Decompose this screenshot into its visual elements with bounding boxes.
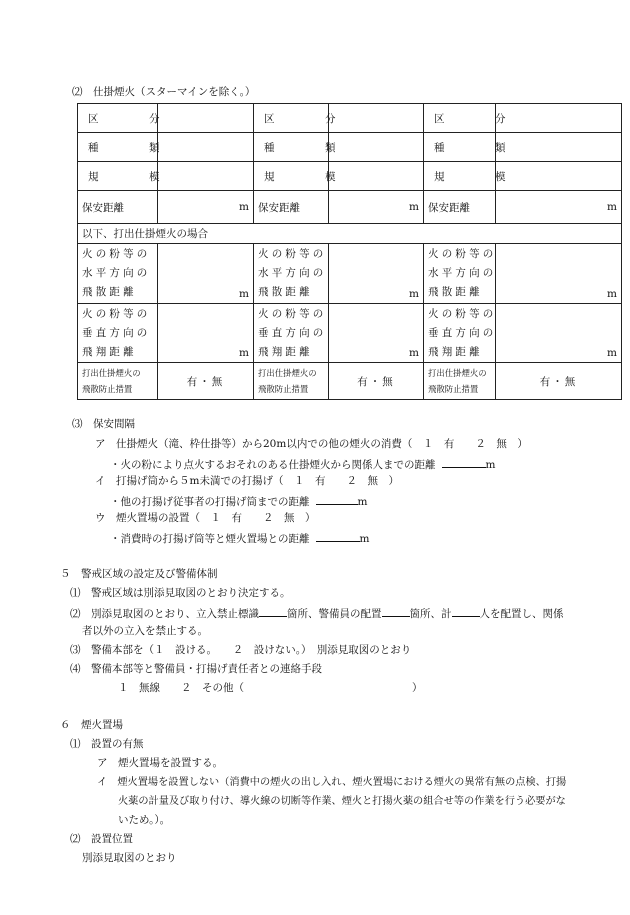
sec5-item-2-text-a: ⑵ 別添見取図のとおり、立入禁止標識 (70, 608, 259, 620)
label-horizontal-distance-line: 火の粉等の (82, 248, 151, 260)
label-horizontal-distance (254, 244, 329, 304)
sec6-sub-2: ⑵ 設置位置 (70, 833, 133, 845)
distance-blank (316, 494, 358, 505)
input-hoan-kyori[interactable] (496, 191, 622, 224)
label-scatter-prevention (78, 363, 158, 400)
label-scatter-prevention-line: 飛散防止措置 (258, 384, 309, 394)
input-vertical-distance[interactable] (496, 304, 622, 363)
label-scatter-prevention-line: 飛散防止措置 (428, 384, 479, 394)
sec6-item-i-line-3: いため。）。 (118, 814, 171, 826)
label-horizontal-distance-line: 水平方向の (258, 267, 327, 279)
input-vertical-distance[interactable] (158, 304, 254, 363)
label-vertical-distance-line: 飛翔距離 (258, 346, 313, 358)
label-horizontal-distance-line: 飛散距離 (258, 286, 313, 298)
sec6-item-a: ア 煙火置場を設置する。 (97, 757, 223, 769)
label-horizontal-distance-line: 水平方向の (82, 267, 151, 279)
label-scatter-prevention-line: 打出仕掛煙火の (258, 368, 317, 378)
sec5-item-2-text-d: 人を配置し、関係 (479, 608, 564, 620)
sec3-item-u-sub-text: ・消費時の打揚げ筒等と煙火置場との距離 (110, 533, 310, 545)
sec3-item-i-sub-text: ・他の打揚げ従事者の打揚げ筒までの距離 (110, 496, 310, 508)
sec5-item-4: ⑷ 警備本部等と警備員・打揚げ責任者との連絡手段 (70, 663, 322, 675)
total-count-blank (452, 606, 480, 617)
sec5-item-2-cont: 者以外の立入を禁止する。 (82, 625, 208, 637)
sec3-item-a: ア 仕掛煙火（滝、枠仕掛等）から20m以内での他の煙火の消費（ １ 有 ２ 無 ） (95, 438, 528, 450)
unit-m: m (607, 288, 617, 300)
label-vertical-distance-line: 垂直方向の (82, 327, 151, 339)
guard-count-blank (382, 606, 410, 617)
label-horizontal-distance-line: 飛散距離 (82, 286, 137, 298)
distance-unit: m (357, 496, 368, 508)
distance-unit: m (485, 459, 496, 471)
label-vertical-distance-line: 飛翔距離 (82, 346, 137, 358)
sec3-item-i-sub (110, 494, 367, 509)
distance-blank (442, 457, 486, 468)
label-horizontal-distance-line: 水平方向の (428, 267, 497, 279)
sec5-item-3: ⑶ 警備本部を（１ 設ける。 ２ 設けない。） 別添見取図のとおり (70, 644, 412, 656)
label-horizontal-distance-line: 飛散距離 (428, 286, 483, 298)
sec5-item-1: ⑴ 警戒区域は別添見取図のとおり決定する。 (70, 587, 291, 599)
label-vertical-distance (254, 304, 329, 363)
label-horizontal-distance-line: 火の粉等の (428, 248, 497, 260)
sec6-sub-1: ⑴ 設置の有無 (70, 738, 144, 750)
sign-count-blank (259, 606, 287, 617)
label-scatter-prevention-line: 飛散防止措置 (82, 384, 133, 394)
sec5-item-4-options: １ 無線 ２ その他（ ） (118, 682, 423, 694)
distance-blank (316, 531, 360, 542)
yes-no-select[interactable]: 有・無 (496, 363, 622, 400)
sec5-item-2-text-b: 箇所、警備員の配置 (287, 608, 382, 620)
input-hoan-kyori[interactable] (329, 191, 424, 224)
label-hoan-kyori: 保安距離 (78, 191, 158, 224)
distance-unit: m (359, 533, 370, 545)
input-hoan-kyori[interactable] (158, 191, 254, 224)
label-vertical-distance (424, 304, 496, 363)
label-kibo: 規 模 (424, 162, 496, 191)
unit-m: m (409, 288, 419, 300)
sec5-item-2-text-c: 箇所、計 (409, 608, 452, 620)
label-vertical-distance-line: 火の粉等の (82, 308, 151, 320)
label-vertical-distance-line: 垂直方向の (428, 327, 497, 339)
input-horizontal-distance[interactable] (329, 244, 424, 304)
unit-m: m (607, 347, 617, 359)
label-hoan-kyori: 保安距離 (424, 191, 496, 224)
unit-m: m (239, 201, 249, 213)
label-kubun: 区 分 (78, 104, 158, 133)
yes-no-select[interactable]: 有・無 (158, 363, 254, 400)
sec3-item-a-sub-text: ・火の粉により点火するおそれのある仕掛煙火から関係人までの距離 (110, 459, 436, 471)
section-3-heading: ⑶ 保安間隔 (72, 418, 135, 430)
unit-m: m (607, 201, 617, 213)
sec6-item-i-line-2: 火薬の計量及び取り付け、導火線の切断等作業、煙火と打揚火薬の組合せ等の作業を行う必要がな (118, 796, 566, 807)
unit-m: m (409, 201, 419, 213)
sec3-item-u: ウ 煙火置場の設置（ １ 有 ２ 無 ） (95, 512, 316, 524)
unit-m: m (239, 288, 249, 300)
label-vertical-distance-line: 垂直方向の (258, 327, 327, 339)
unit-m: m (239, 347, 249, 359)
label-kibo: 規 模 (78, 162, 158, 191)
fireworks-form-table (77, 103, 622, 400)
label-horizontal-distance (78, 244, 158, 304)
section-6-heading: ６ 煙火置場 (60, 719, 123, 731)
label-vertical-distance-line: 火の粉等の (258, 308, 327, 320)
label-scatter-prevention-line: 打出仕掛煙火の (82, 368, 141, 378)
sec3-item-a-sub (110, 457, 495, 472)
label-vertical-distance-line: 火の粉等の (428, 308, 497, 320)
label-kubun: 区 分 (254, 104, 329, 133)
yes-no-select[interactable]: 有・無 (329, 363, 424, 400)
sec6-item-i-line-1: イ 煙火置場を設置しない（消費中の煙火の出し入れ、煙火置場における煙火の異常有無の点検、打揚 (97, 777, 567, 788)
sec6-sub-2-text: 別添見取図のとおり (82, 852, 177, 864)
label-kibo: 規 模 (254, 162, 329, 191)
input-vertical-distance[interactable] (329, 304, 424, 363)
label-scatter-prevention (424, 363, 496, 400)
uchiage-note: 以下、打出仕掛煙火の場合 (78, 224, 622, 244)
label-shurui: 種 類 (424, 133, 496, 162)
input-horizontal-distance[interactable] (496, 244, 622, 304)
label-horizontal-distance-line: 火の粉等の (258, 248, 327, 260)
label-hoan-kyori: 保安距離 (254, 191, 329, 224)
label-scatter-prevention (254, 363, 329, 400)
sec3-item-u-sub (110, 531, 369, 546)
sec5-item-2 (70, 606, 564, 621)
section-2-heading: ⑵ 仕掛煙火（スターマインを除く。） (72, 86, 256, 98)
sec3-item-i: イ 打揚げ筒から５m未満での打揚げ（ １ 有 ２ 無 ） (95, 475, 399, 487)
input-horizontal-distance[interactable] (158, 244, 254, 304)
label-horizontal-distance (424, 244, 496, 304)
label-vertical-distance-line: 飛翔距離 (428, 346, 483, 358)
label-scatter-prevention-line: 打出仕掛煙火の (428, 368, 487, 378)
unit-m: m (409, 347, 419, 359)
label-kubun: 区 分 (424, 104, 496, 133)
section-5-heading: ５ 警戒区域の設定及び警備体制 (60, 568, 218, 580)
label-vertical-distance (78, 304, 158, 363)
label-shurui: 種 類 (78, 133, 158, 162)
label-shurui: 種 類 (254, 133, 329, 162)
